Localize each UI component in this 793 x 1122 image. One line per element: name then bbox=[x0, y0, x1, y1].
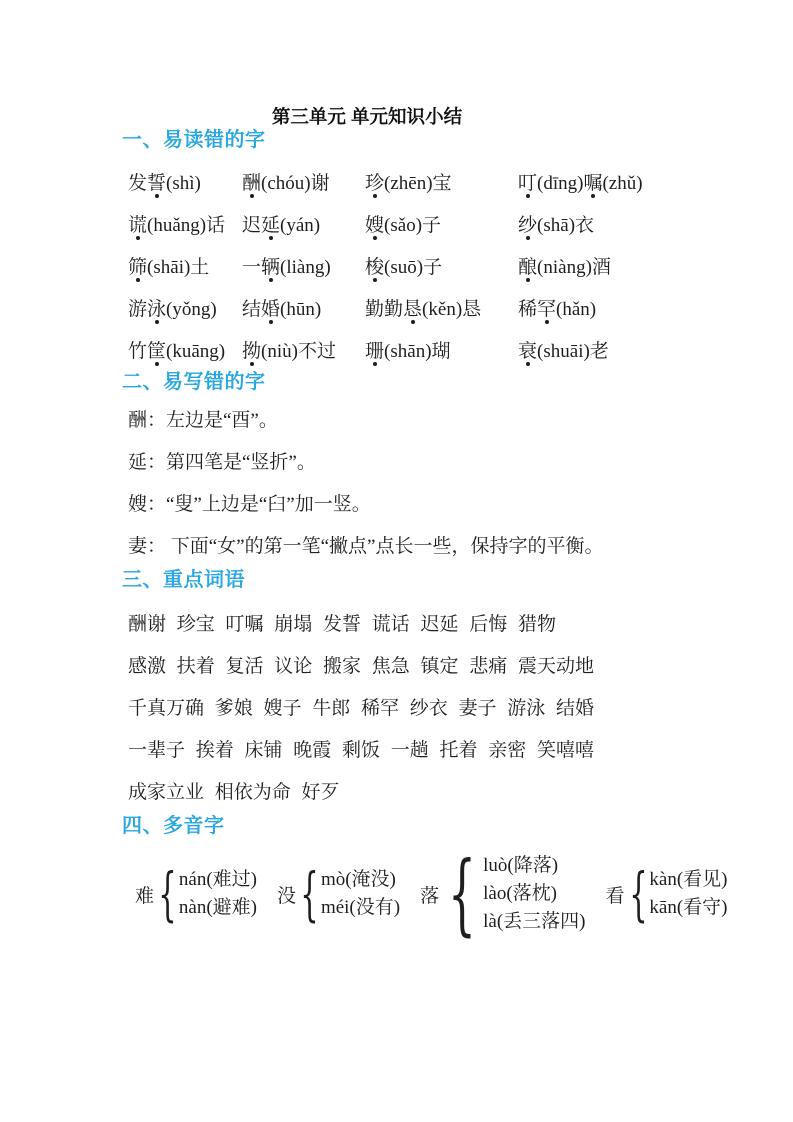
pinyin-option: méi(没有) bbox=[320, 897, 401, 918]
misread-word-row bbox=[128, 160, 763, 202]
miswrite-note: 妻： 下面“女”的第一笔“撇点”点长一些，保持字的平衡。 bbox=[128, 536, 604, 557]
section-2-heading: 二、易写错的字 bbox=[122, 371, 266, 393]
misread-word: 酬(chóu)谢 bbox=[242, 172, 330, 194]
misread-word: 稀罕(hǎn) bbox=[518, 298, 597, 320]
misread-word: 一辆(liàng) bbox=[242, 256, 331, 278]
miswrite-note: 嫂：“叟”上边是“臼”加一竖。 bbox=[128, 494, 371, 515]
misread-word-row bbox=[128, 244, 763, 286]
misread-word: 竹筐(kuāng) bbox=[128, 340, 226, 362]
misread-word: 酿(niàng)酒 bbox=[518, 256, 611, 278]
misread-word-row bbox=[128, 202, 763, 244]
misread-word: 珍(zhēn)宝 bbox=[365, 172, 452, 194]
brace-icon: { bbox=[300, 859, 319, 928]
misread-word: 游泳(yǒng) bbox=[128, 298, 217, 320]
keyword-line: 感激 扶着 复活 议论 搬家 焦急 镇定 悲痛 震天动地 bbox=[128, 656, 595, 677]
pinyin-option: kān(看守) bbox=[649, 897, 728, 918]
pinyin-options bbox=[179, 866, 257, 922]
polyphone-char: 看 bbox=[605, 885, 625, 907]
pinyin-option: nàn(避难) bbox=[178, 897, 258, 918]
section-1-heading: 一、易读错的字 bbox=[122, 129, 266, 151]
polyphone-row bbox=[135, 842, 763, 946]
miswrite-notes bbox=[128, 400, 763, 568]
misread-word-row bbox=[128, 328, 763, 370]
misread-word: 结婚(hūn) bbox=[242, 298, 322, 320]
misread-word: 纱(shā)衣 bbox=[518, 214, 595, 236]
misread-word: 拗(niù)不过 bbox=[242, 340, 336, 362]
polyphone-char: 没 bbox=[277, 885, 297, 907]
section-3-heading: 三、重点词语 bbox=[122, 569, 245, 591]
pinyin-option: lào(落枕) bbox=[483, 883, 557, 904]
pinyin-option: nán(难过) bbox=[178, 869, 258, 890]
miswrite-note: 酬：左边是“酉”。 bbox=[128, 410, 278, 431]
misread-word-row bbox=[128, 286, 763, 328]
pinyin-option: luò(降落) bbox=[483, 855, 559, 876]
pinyin-options bbox=[321, 866, 400, 922]
polyphone-group bbox=[135, 859, 258, 928]
polyphone-char: 难 bbox=[135, 885, 155, 907]
misread-word: 叮(dīng)嘱(zhǔ) bbox=[518, 172, 643, 194]
pinyin-option: là(丢三落四) bbox=[483, 911, 586, 932]
keyword-lines bbox=[128, 604, 763, 814]
misread-word: 勤勤恳(kěn)恳 bbox=[365, 298, 482, 320]
misread-word: 迟延(yán) bbox=[242, 214, 321, 236]
polyphone-group bbox=[420, 842, 586, 946]
misread-words-grid bbox=[128, 160, 763, 370]
keyword-line: 一辈子 挨着 床铺 晚霞 剩饭 一趟 托着 亲密 笑嘻嘻 bbox=[128, 740, 595, 761]
misread-word: 梭(suō)子 bbox=[365, 256, 443, 278]
pinyin-options bbox=[483, 852, 585, 936]
polyphone-group bbox=[605, 859, 728, 928]
miswrite-note: 延：第四笔是“竖折”。 bbox=[128, 452, 316, 473]
page-title: 第三单元 单元知识小结 bbox=[271, 106, 463, 127]
brace-icon: { bbox=[448, 842, 477, 946]
keyword-line: 成家立业 相依为命 好歹 bbox=[128, 782, 340, 803]
misread-word: 衰(shuāi)老 bbox=[518, 340, 609, 362]
misread-word: 筛(shāi)土 bbox=[128, 256, 210, 278]
pinyin-options bbox=[649, 866, 727, 922]
pinyin-option: mò(淹没) bbox=[320, 869, 396, 890]
misread-word: 发誓(shì) bbox=[128, 172, 201, 194]
polyphone-group bbox=[277, 859, 401, 928]
pinyin-option: kàn(看见) bbox=[649, 869, 728, 890]
keyword-line: 酬谢 珍宝 叮嘱 崩塌 发誓 谎话 迟延 后悔 猎物 bbox=[128, 614, 557, 635]
keyword-line: 千真万确 爹娘 嫂子 牛郎 稀罕 纱衣 妻子 游泳 结婚 bbox=[128, 698, 595, 719]
misread-word: 嫂(sǎo)子 bbox=[365, 214, 442, 236]
section-4-heading: 四、多音字 bbox=[122, 815, 225, 837]
brace-icon: { bbox=[628, 859, 648, 928]
misread-word: 珊(shān)瑚 bbox=[365, 340, 451, 362]
brace-icon: { bbox=[158, 859, 177, 928]
misread-word: 谎(huǎng)话 bbox=[128, 214, 226, 236]
polyphone-char: 落 bbox=[420, 885, 440, 907]
